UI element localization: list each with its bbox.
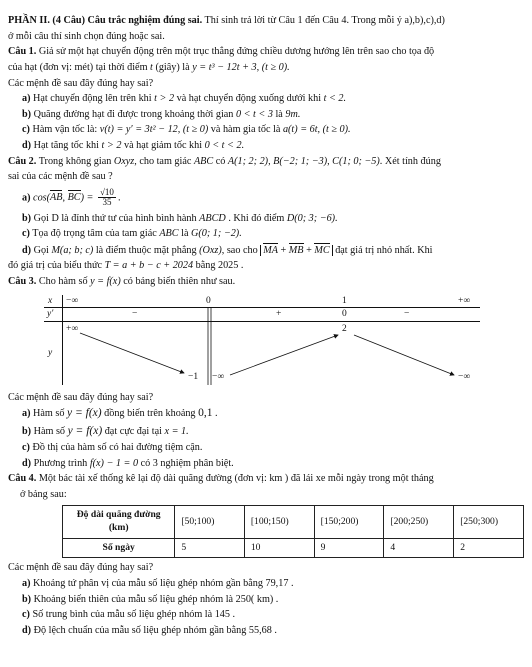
table-cell-days-5: 2: [454, 538, 524, 558]
q2-stem: [8, 155, 524, 168]
q4-stem: [8, 472, 524, 485]
q2-d-line2a: đó giá trị của biểu thức: [8, 260, 105, 272]
part-header: [8, 14, 524, 27]
q3-stem-b: có bảng biến thiên như sau.: [120, 276, 236, 288]
q3-b-function: y = f(x): [67, 424, 103, 437]
q2-option-a: [8, 188, 524, 208]
vt-x-value-1: −∞: [66, 295, 79, 306]
q2-c-point: G(0; 1; −2).: [191, 228, 242, 240]
q2-a-numerator: √10: [99, 186, 114, 197]
table-cell-interval-5: [250;300): [454, 506, 524, 538]
q2-b-label: b): [22, 212, 32, 224]
vt-sign-1: −: [132, 308, 138, 319]
q4-stem-2: ở bảng sau:: [20, 488, 67, 500]
q1-stem-1: Giả sử một hạt chuyển động trên một trục thẳng đứng chiều dương hướng lên trên sao cho tọa độ: [38, 46, 435, 58]
q3-ask: Các mệnh đề sau đây đúng hay sai?: [8, 391, 154, 403]
q2-c-text: Tọa độ trọng tâm của tam giác: [32, 228, 160, 240]
q2-b-mid: . Khi đó điểm: [225, 212, 287, 224]
q1-option-a: [8, 92, 524, 105]
q2-d-value: 2025 .: [217, 260, 244, 272]
q3-stem-a: Cho hàm số: [38, 276, 91, 288]
q1-option-b: [8, 108, 524, 121]
part-instruction-2: ở mỗi câu thí sinh chọn đúng hoặc sai.: [8, 30, 165, 42]
q2-a-comma: ,: [62, 192, 68, 204]
q3-c-label: c): [22, 441, 30, 453]
table-cell-days-1: 5: [175, 538, 245, 558]
vt-yprime-label: y′: [47, 308, 54, 319]
q2-a-vector-ab: AB: [50, 192, 63, 204]
q2-d-vector-sum: MA + MB + MC: [260, 245, 332, 256]
q2-a-label: a): [22, 192, 31, 204]
q3-b-label: b): [22, 425, 32, 437]
q1-stem-2a: của hạt (đơn vị: mét) tại thời điểm: [8, 61, 151, 73]
vt-y-value-4: 2: [342, 323, 347, 334]
table-cell-interval-2: [100;150): [244, 506, 314, 538]
q1-b-label: b): [22, 108, 32, 120]
q2-b-point: D(0; 3; −6).: [286, 212, 338, 224]
q4-b-value: 250( km) .: [235, 593, 279, 605]
q1-d-text: Hạt tăng tốc khi: [33, 140, 102, 152]
vt-arrow-down-1: [80, 333, 184, 373]
q1-stem-2: [8, 61, 524, 74]
vt-y-value-1: +∞: [66, 323, 79, 334]
vt-y-value-2: −1: [188, 371, 199, 382]
q1-label: Câu 1.: [8, 46, 37, 58]
q3-d-equation: f(x) − 1 = 0: [89, 457, 139, 469]
q3-b-text2: đạt cực đại tại: [102, 425, 165, 437]
table-cell-interval-3: [150;200): [314, 506, 384, 538]
q2-d-line2: [8, 259, 524, 272]
q2-d-vector-ma: MA: [263, 244, 278, 256]
q4-ask: Các mệnh đề sau đây đúng hay sai?: [8, 562, 154, 574]
vt-x-value-2: 0: [206, 295, 211, 306]
q3-b-value: x = 1.: [164, 425, 189, 437]
q4-label: Câu 4.: [8, 473, 37, 485]
q1-b-cond: 0 < t < 3: [235, 108, 273, 120]
q4-a-label: a): [22, 577, 31, 589]
q4-option-b: [8, 593, 524, 606]
q1-d-cond1: t > 2: [101, 140, 122, 152]
q3-option-a: [8, 406, 524, 421]
q1-stem-2c: (giây) là: [152, 61, 193, 73]
vt-y-label: y: [48, 347, 53, 358]
q4-option-a: [8, 577, 524, 590]
vt-x-label: x: [48, 295, 53, 306]
q1-c-mid: và hàm gia tốc là: [208, 124, 283, 136]
q1-option-d: [8, 139, 524, 152]
vt-y-value-3: −∞: [212, 371, 225, 382]
q1-b-value: 9m.: [285, 108, 301, 120]
q2-option-c: [8, 227, 524, 240]
q2-a-equals: ) =: [80, 192, 96, 204]
q3-d-text2: có 3 nghiệm phân biệt.: [138, 457, 234, 469]
q4-c-value: 145 .: [214, 609, 236, 621]
q1-equation: y = t³ − 12t + 3, (t ≥ 0).: [192, 61, 290, 73]
q3-a-text2: đồng biến trên khoảng: [101, 408, 199, 420]
q2-a-cos: cos(: [33, 192, 51, 204]
q1-d-cond2: 0 < t < 2.: [204, 140, 245, 152]
q2-option-d: [8, 244, 524, 257]
q3-function: y = f(x): [90, 276, 121, 288]
q1-a-cond1: t > 2: [154, 93, 175, 105]
q4-option-d: [8, 624, 524, 637]
q3-option-c: [8, 441, 524, 454]
q2-c-mid: là: [178, 228, 192, 240]
table-row: [63, 506, 524, 538]
vt-arrow-down-2: [354, 335, 454, 375]
q1-a-cond2: t < 2.: [323, 93, 347, 105]
q2-stem-a: Trong không gian: [38, 155, 114, 167]
q3-d-label: d): [22, 457, 32, 469]
q3-a-text1: Hàm số: [33, 408, 68, 420]
table-header-distance: Độ dài quãng đường (km): [63, 506, 175, 538]
q4-b-label: b): [22, 593, 32, 605]
q1-a-text: Hạt chuyển động lên trên khi: [33, 93, 155, 105]
q1-c-text: Hàm vận tốc là:: [32, 124, 100, 136]
q2-stem-c: có: [213, 155, 228, 167]
q3-c-text: Đồ thị của hàm số có hai đường tiệm cận.: [32, 441, 203, 453]
q1-stem-var: t: [150, 61, 153, 73]
table-cell-interval-4: [200;250): [384, 506, 454, 538]
q2-stem-b: , cho tam giác: [134, 155, 194, 167]
q2-stem-d: . Xét tính đúng: [379, 155, 441, 167]
q2-label: Câu 2.: [8, 155, 37, 167]
q1-c-label: c): [22, 124, 30, 136]
q1-c-acceleration: a(t) = 6t, (t ≥ 0).: [282, 124, 351, 136]
q3-a-function: y = f(x): [67, 407, 102, 420]
table-cell-days-3: 9: [314, 538, 384, 558]
q3-stem: [8, 275, 524, 288]
q2-c-label: c): [22, 228, 30, 240]
q1-a-mid: và hạt chuyển động xuống dưới khi: [174, 93, 324, 105]
q2-a-vector-bc: BC: [67, 192, 81, 204]
q2-stem-2: sai của các mệnh đề sau ?: [8, 171, 113, 183]
q2-d-text2: là điểm thuộc mặt phẳng: [93, 244, 200, 256]
q2-a-denominator: 35: [102, 197, 112, 208]
q4-b-text: Khoảng biến thiên của mẫu số liệu ghép nhóm là: [33, 593, 236, 605]
q2-d-vector-mc: MC: [314, 244, 330, 256]
q1-d-mid: và hạt giảm tốc khi: [121, 140, 205, 152]
q2-d-plane: (Oxz): [199, 244, 222, 256]
q2-d-expression: T = a + b − c + 2024: [104, 260, 194, 272]
table-row: [63, 538, 524, 558]
vt-sign-2: +: [276, 308, 282, 319]
q3-b-text1: Hàm số: [33, 425, 68, 437]
q2-a-fraction: [98, 188, 116, 208]
q2-points: A(1; 2; 2), B(−2; 1; −3), C(1; 0; −5): [227, 155, 380, 167]
q2-d-text4: đạt giá trị nhỏ nhất. Khi: [332, 244, 433, 256]
q2-d-vector-mb: MB: [288, 244, 304, 256]
q3-a-label: a): [22, 408, 31, 420]
q3-label: Câu 3.: [8, 276, 37, 288]
q2-coord-system: Oxyz: [113, 155, 135, 167]
frequency-table: [62, 505, 524, 558]
q3-a-interval: 0,1: [198, 407, 213, 420]
vt-arrow-up: [230, 335, 338, 375]
vt-x-value-4: +∞: [458, 295, 471, 306]
q2-b-text: Gọi D là đỉnh thứ tư của hình bình hành: [33, 212, 200, 224]
vt-sign-3: 0: [342, 308, 347, 319]
q1-b-tail: là: [272, 108, 286, 120]
q4-d-text: Độ lệch chuẩn của mẫu số liệu ghép nhóm gần bằng: [33, 624, 249, 636]
table-cell-days-4: 4: [384, 538, 454, 558]
q2-d-text3: , sao cho: [221, 244, 261, 256]
q1-c-velocity: v(t) = y′ = 3t² − 12, (t ≥ 0): [99, 124, 209, 136]
q4-option-c: [8, 608, 524, 621]
q2-d-line2b: bằng: [193, 260, 218, 272]
table-header-days: Số ngày: [63, 538, 175, 558]
q1-b-text: Quãng đường hạt đi được trong khoảng thời gian: [33, 108, 236, 120]
q4-c-text: Số trung bình của mẫu số liệu ghép nhóm là: [32, 609, 215, 621]
vt-x-value-3: 1: [342, 295, 347, 306]
variation-table: [44, 295, 480, 385]
q2-b-parallelogram: ABCD: [199, 212, 226, 224]
vt-y-value-5: −∞: [458, 371, 471, 382]
q4-a-value: 79,17 .: [265, 577, 294, 589]
q4-stem-1: Một bác tài xế thống kê lại độ dài quãng đường (đơn vị: km ) đã lái xe mỗi ngày trong một tháng: [38, 473, 434, 485]
q1-stem: [8, 45, 524, 58]
q4-a-text: Khoảng tứ phân vị của mẫu số liệu ghép nhóm gần bằng: [33, 577, 266, 589]
q1-d-label: d): [22, 140, 32, 152]
part-instruction-1: Thí sinh trả lời từ Câu 1 đến Câu 4. Trong mỗi ý a),b),c),d): [204, 15, 445, 26]
q2-c-triangle: ABC: [159, 228, 179, 240]
table-cell-days-2: 10: [244, 538, 314, 558]
q1-a-label: a): [22, 93, 31, 105]
vt-sign-4: −: [404, 308, 410, 319]
q3-option-d: [8, 457, 524, 470]
q4-d-label: d): [22, 624, 32, 636]
q2-a-end: .: [117, 192, 121, 204]
q2-d-point: M(a; b; c): [51, 244, 94, 256]
q3-option-b: [8, 424, 524, 439]
q2-triangle: ABC: [193, 155, 214, 167]
table-cell-interval-1: [50;100): [175, 506, 245, 538]
q1-option-c: [8, 123, 524, 136]
q2-d-label: d): [22, 244, 32, 256]
vt-arrows: [44, 295, 480, 385]
q2-option-b: [8, 212, 524, 225]
q4-c-label: c): [22, 609, 30, 621]
q3-d-text1: Phương trình: [33, 457, 90, 469]
part-title: PHẦN II. (4 Câu) Câu trắc nghiệm đúng sai.: [8, 15, 203, 26]
q4-d-value: 55,68 .: [248, 624, 277, 636]
q3-a-end: .: [212, 408, 218, 420]
q1-ask: Các mệnh đề sau đây đúng hay sai?: [8, 77, 154, 89]
q2-d-text1: Gọi: [33, 244, 52, 256]
